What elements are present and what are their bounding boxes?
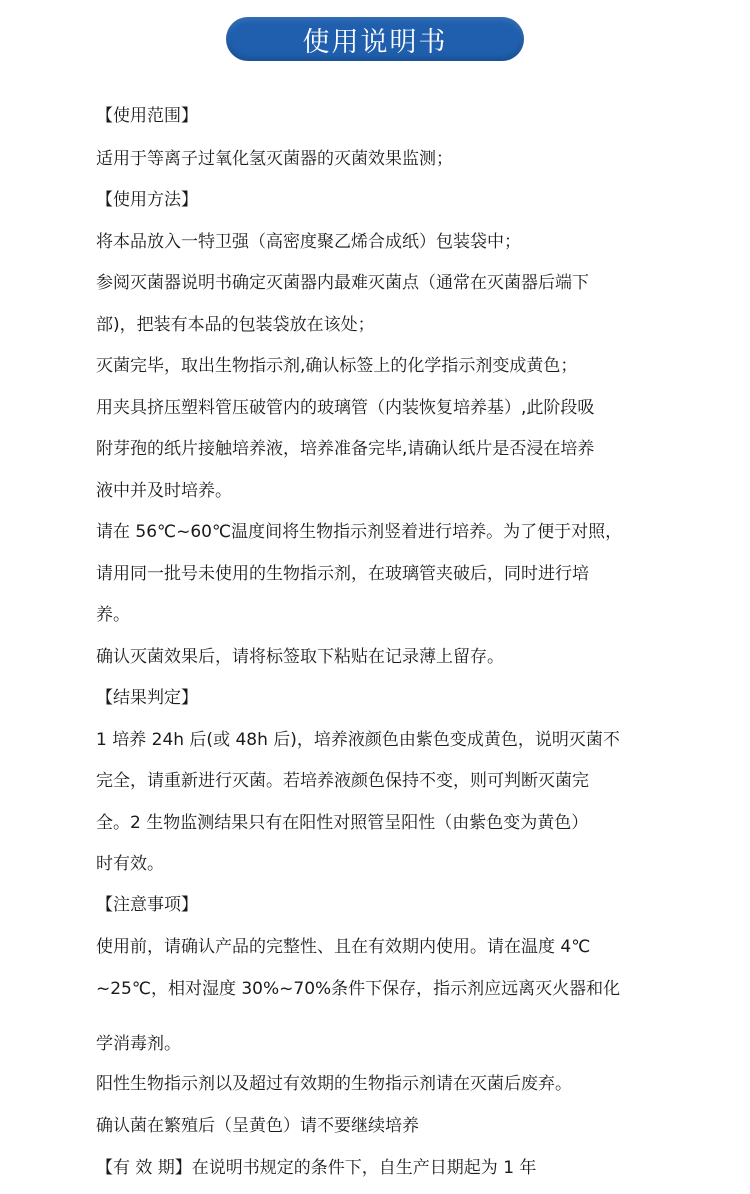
text-line: 确认菌在繁殖后（呈黄色）请不要继续培养 (96, 1116, 419, 1136)
text-line: 确认灭菌效果后，请将标签取下粘贴在记录薄上留存。 (96, 647, 504, 667)
text-line: 使用前，请确认产品的完整性、且在有效期内使用。请在温度 4℃ (96, 937, 591, 957)
text-line: 部)，把装有本品的包装袋放在该处； (96, 315, 375, 335)
text-line: 液中并及时培养。 (96, 481, 232, 501)
text-line: 请用同一批号未使用的生物指示剂，在玻璃管夹破后，同时进行培 (96, 564, 589, 584)
expiry-line: 【有 效 期】在说明书规定的条件下，自生产日期起为 1 年 (96, 1158, 537, 1178)
text-line: 阳性生物指示剂以及超过有效期的生物指示剂请在灭菌后废弃。 (96, 1074, 572, 1094)
text-line: ~25℃，相对湿度 30%~70%条件下保存，指示剂应远离灭火器和化 (96, 979, 621, 999)
text-line: 将本品放入一特卫强（高密度聚乙烯合成纸）包装袋中； (96, 232, 521, 252)
text-line: 全。2 生物监测结果只有在阳性对照管呈阳性（由紫色变为黄色） (96, 813, 589, 833)
section-heading-scope: 【使用范围】 (96, 106, 198, 126)
title-banner (226, 17, 524, 61)
text-line: 灭菌完毕，取出生物指示剂,确认标签上的化学指示剂变成黄色； (96, 356, 578, 376)
text-line: 参阅灭菌器说明书确定灭菌器内最难灭菌点（通常在灭菌器后端下 (96, 273, 589, 293)
text-line: 适用于等离子过氧化氢灭菌器的灭菌效果监测； (96, 149, 453, 169)
section-heading-notes: 【注意事项】 (96, 895, 198, 915)
page-title: 使用说明书 (302, 26, 448, 58)
text-line: 养。 (96, 605, 130, 625)
text-line: 请在 56℃~60℃温度间将生物指示剂竖着进行培养。为了便于对照， (96, 522, 623, 542)
text-line: 时有效。 (96, 854, 164, 874)
section-heading-method: 【使用方法】 (96, 190, 198, 210)
text-line: 附芽孢的纸片接触培养液，培养准备完毕,请确认纸片是否浸在培养 (96, 439, 595, 459)
text-line: 学消毒剂。 (96, 1034, 181, 1054)
text-line: 用夹具挤压塑料管压破管内的玻璃管（内装恢复培养基）,此阶段吸 (96, 398, 595, 418)
text-line: 完全，请重新进行灭菌。若培养液颜色保持不变，则可判断灭菌完 (96, 771, 589, 791)
section-heading-result: 【结果判定】 (96, 688, 198, 708)
text-line: 1 培养 24h 后(或 48h 后)，培养液颜色由紫色变成黄色，说明灭菌不 (96, 730, 620, 750)
